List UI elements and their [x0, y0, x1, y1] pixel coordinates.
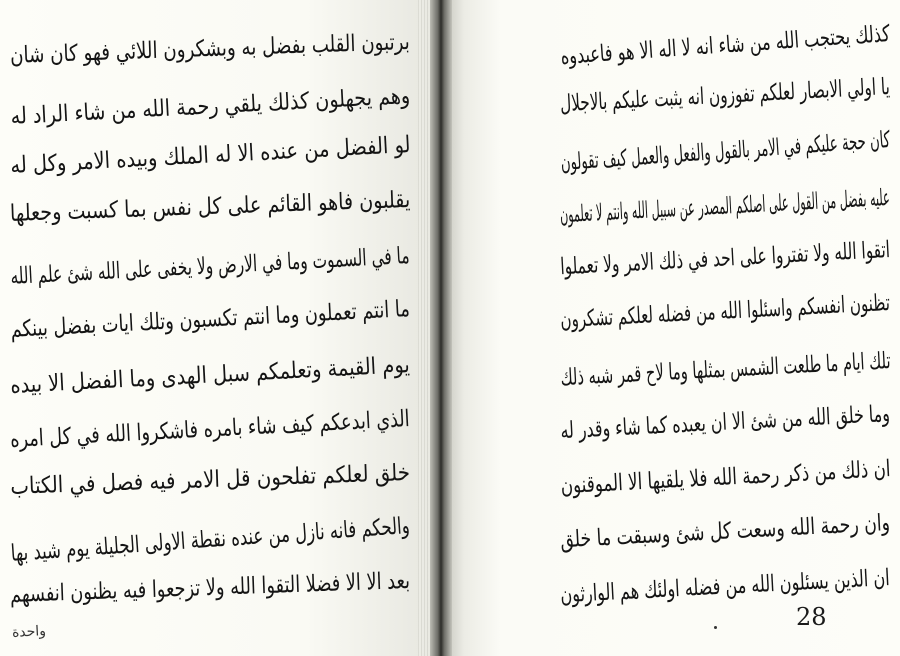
page-number: 28 [796, 603, 827, 631]
text-line: اتقوا الله ولا تفتروا على احد في ذلك الامر ولا تعملوا [559, 237, 891, 281]
text-line: تظنون انفسكم واسئلوا الله من فضله لعلكم تشكرون [559, 290, 891, 334]
text-line: الذي ابدعكم كيف شاء بامره فاشكروا الله في كل امره [9, 406, 411, 453]
text-line: برتبون القلب بفضل به وبشكرون اللائي فهو كان شان [10, 29, 411, 69]
book-gutter [430, 0, 452, 656]
left-page-text [10, 0, 410, 656]
text-line: يا اولي الابصار لعلكم تفوزون انه يثبت عليكم بالاجلال [559, 74, 891, 118]
catchword: واحدة [11, 623, 47, 641]
text-line: كذلك يحتجب الله من شاء انه لا اله الا هو فاعبدوه [560, 21, 891, 70]
text-line: ما انتم تعملون وما انتم تكسبون وتلك ايات بفضل بينكم [10, 296, 411, 343]
text-line: لو الفضل من عنده الا له الملك وبيده الامر وكل له [9, 132, 411, 179]
text-line: يقلبون فاهو القائم على كل نفس بما كسبت وجعلها [9, 187, 411, 227]
text-line: والحكم فانه نازل من عنده نقطة الاولى الجليلة يوم شيد بها [10, 513, 411, 567]
text-line: وما خلق الله من شئ الا ان يعبده كما شاء وقدر له [560, 401, 891, 445]
text-line: ما في السموت وما في الارض ولا يخفى على الله شئ علم الله [10, 243, 411, 290]
text-line: بعد الا الا فضلا التقوا الله ولا تزجعوا فيه يظنون انفسهم [9, 568, 411, 608]
text-line: تلك ايام ما طلعت الشمس بمثلها وما لاح قمر شبه ذلك [559, 348, 891, 392]
ink-speck [714, 626, 717, 629]
text-line: يوم القيمة وتعلمكم سبل الهدى وما الفضل الا بيده [10, 352, 411, 399]
text-line: خلق لعلكم تفلحون قل الامر فيه فصل في الكتاب [10, 460, 411, 500]
text-line: عليه بفضل من القول على اصلكم المصدر عن سبيل الله وانتم لا تعلمون [559, 185, 891, 229]
text-line: كان حجة عليكم في الامر بالقول والفعل والعمل كيف تقولون [559, 127, 891, 176]
text-line: ان الذين يسئلون الله من فضله اولئك هم الوارثون [560, 565, 891, 609]
text-line: وهم يجهلون كذلك يلقي رحمة الله من شاء الراد له [9, 83, 411, 130]
text-line: ان ذلك من ذكر رحمة الله فلا يلقيها الا الموقنون [559, 456, 891, 500]
right-page-text [560, 0, 890, 656]
text-line: وان رحمة الله وسعت كل شئ وسبقت ما خلق [559, 510, 891, 554]
